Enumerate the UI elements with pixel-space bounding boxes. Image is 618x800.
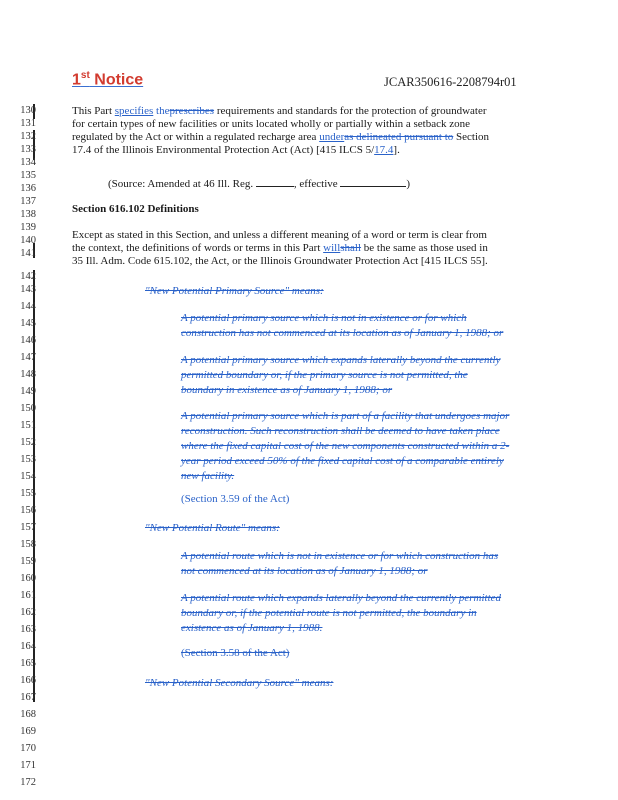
def1-item-c: A potential primary source which is part of a facility that undergoes major <box>181 410 510 422</box>
line-number: 133 <box>20 144 36 155</box>
line-number: 163 <box>20 624 36 635</box>
line-number: 144 <box>20 301 36 312</box>
line-number: 145 <box>20 318 36 329</box>
para1-line1: This Part specifies theprescribes requirements and standards for the protection of groundwater <box>72 105 487 117</box>
def2-item-a: not commenced at its location as of January 1, 1988; or <box>181 565 428 577</box>
line-number: 147 <box>20 352 36 363</box>
line-number: 152 <box>20 437 36 448</box>
line-number: 131 <box>20 118 36 129</box>
source-line: (Source: Amended at 46 Ill. Reg. , effective ) <box>108 178 411 190</box>
def1-item-b: A potential primary source which expands laterally beyond the currently <box>181 354 501 366</box>
deleted-text: shall <box>340 242 362 254</box>
line-number: 148 <box>20 369 36 380</box>
line-number: 140 <box>20 235 36 246</box>
line-number: 143 <box>20 284 36 295</box>
line-number: 162 <box>20 607 36 618</box>
line-number: 171 <box>20 760 36 771</box>
line-number: 149 <box>20 386 36 397</box>
line-number: 170 <box>20 743 36 754</box>
line-number: 146 <box>20 335 36 346</box>
line-number: 150 <box>20 403 36 414</box>
notice-heading <box>72 70 143 89</box>
line-number: 161 <box>20 590 36 601</box>
def1-term: "New Potential Primary Source" means: <box>145 285 324 297</box>
deleted-text: prescribes <box>169 105 215 117</box>
para2-line2: the context, the definitions of words or terms in this Part willshall be the same as those used in <box>72 242 488 254</box>
line-number: 135 <box>20 170 36 181</box>
notice-number: 1 <box>72 71 81 89</box>
line-number: 168 <box>20 709 36 720</box>
line-number: 160 <box>20 573 36 584</box>
def2-item-a: A potential route which is not in existence or for which construction has <box>181 550 499 562</box>
line-number: 151 <box>20 420 36 431</box>
def2-term: "New Potential Route" means: <box>145 522 280 534</box>
line-number: 136 <box>20 183 36 194</box>
line-number: 134 <box>20 157 36 168</box>
inserted-text: 17.4 <box>374 144 394 156</box>
def1-item-c: new facility. <box>181 470 235 482</box>
line-number: 172 <box>20 777 36 788</box>
def1-item-a: construction has not commenced at its location as of January 1, 1988; or <box>181 327 504 339</box>
line-number: 169 <box>20 726 36 737</box>
line-number: 137 <box>20 196 36 207</box>
para1-line2: for certain types of new facilities or units located wholly or partially within a setback zone <box>72 118 471 130</box>
def1-item-c: where the fixed capital cost of the new components constructed within a 2- <box>181 440 510 452</box>
effective-date-blank <box>340 177 406 187</box>
def3-term: "New Potential Secondary Source" means: <box>145 677 334 689</box>
def2-item-b: A potential route which expands laterally beyond the currently permitted <box>181 592 502 604</box>
def1-item-c: reconstruction. Such reconstruction shall be deemed to have taken place <box>181 425 500 437</box>
register-page-blank <box>256 177 294 187</box>
para2-line3: 35 Ill. Adm. Code 615.102, the Act, or the Illinois Groundwater Protection Act [415 ILCS 55]. <box>72 255 488 267</box>
def2-citation: (Section 3.58 of the Act) <box>181 647 290 659</box>
line-number: 157 <box>20 522 36 533</box>
line-number: 139 <box>20 222 36 233</box>
inserted-text: specifies <box>114 105 154 117</box>
notice-superscript: st <box>80 70 90 81</box>
line-number: 154 <box>20 471 36 482</box>
def1-item-c: year period exceed 50% of the fixed capital cost of a comparable entirely <box>181 455 504 467</box>
line-number: 142 <box>20 271 36 282</box>
def2-item-b: existence as of January 1, 1988. <box>181 622 323 634</box>
inserted-text: will <box>323 242 341 254</box>
deleted-text: as delineated pursuant to <box>344 131 454 143</box>
inserted-text: the <box>153 105 170 117</box>
def1-citation: (Section 3.59 of the Act) <box>181 493 290 505</box>
def1-item-b: permitted boundary or, if the primary source is not permitted, the <box>181 369 468 381</box>
line-number: 158 <box>20 539 36 550</box>
line-number: 153 <box>20 454 36 465</box>
document-id: JCAR350616-2208794r01 <box>384 75 517 89</box>
para1-line4: 17.4 of the Illinois Environmental Protection Act (Act) [415 ILCS 5/17.4]. <box>72 144 400 156</box>
def1-item-b: boundary in existence as of January 1, 1988; or <box>181 384 393 396</box>
line-number: 138 <box>20 209 36 220</box>
line-number: 132 <box>20 131 36 142</box>
line-number: 155 <box>20 488 36 499</box>
section-heading: Section 616.102 Definitions <box>72 203 199 215</box>
def2-item-b: boundary or, if the potential route is not permitted, the boundary in <box>181 607 477 619</box>
line-number: 141 <box>20 248 36 259</box>
inserted-text: under <box>319 131 345 143</box>
line-number: 130 <box>20 105 36 116</box>
para2-line1: Except as stated in this Section, and unless a different meaning of a word or term is clear from <box>72 229 487 241</box>
line-number: 156 <box>20 505 36 516</box>
para1-line3: regulated by the Act or within a regulated recharge area underas delineated pursuant to Section <box>72 131 490 143</box>
def1-item-a: A potential primary source which is not in existence or for which <box>181 312 467 324</box>
line-number: 159 <box>20 556 36 567</box>
line-number: 164 <box>20 641 36 652</box>
line-number: 167 <box>20 692 36 703</box>
notice-word: Notice <box>89 71 144 89</box>
line-number: 165 <box>20 658 36 669</box>
line-number: 166 <box>20 675 36 686</box>
